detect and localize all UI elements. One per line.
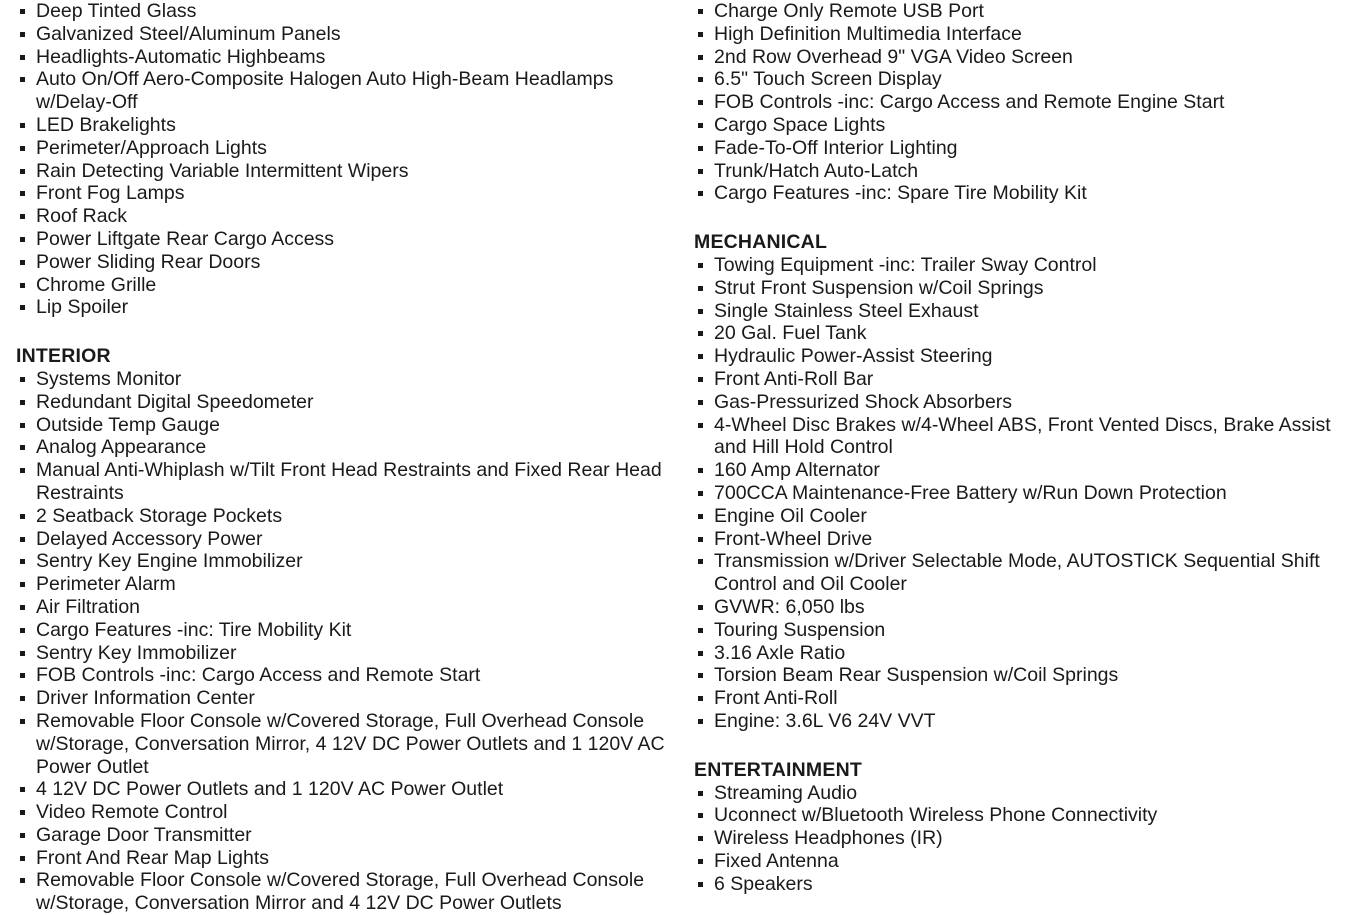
- right-column: [694, 0, 1359, 895]
- interior-continued-list: [694, 0, 1359, 205]
- list-item: Towing Equipment -inc: Trailer Sway Control: [694, 254, 1359, 277]
- list-item: Engine Oil Cooler: [694, 505, 1359, 528]
- list-item: Cargo Space Lights: [694, 114, 1359, 137]
- list-item: LED Brakelights: [16, 114, 681, 137]
- list-item: Video Remote Control: [16, 801, 681, 824]
- list-item: Fixed Antenna: [694, 850, 1359, 873]
- list-item: Removable Floor Console w/Covered Storage, Full Overhead Console w/Storage, Conversation Mirror and 4 12V DC Power Outlets: [16, 869, 681, 915]
- list-item: Roof Rack: [16, 205, 681, 228]
- list-item: Power Sliding Rear Doors: [16, 251, 681, 274]
- list-item: Power Liftgate Rear Cargo Access: [16, 228, 681, 251]
- list-item: Engine: 3.6L V6 24V VVT: [694, 710, 1359, 733]
- list-item: 160 Amp Alternator: [694, 459, 1359, 482]
- list-item: 700CCA Maintenance-Free Battery w/Run Down Protection: [694, 482, 1359, 505]
- list-item: Front Fog Lamps: [16, 182, 681, 205]
- list-item: Gas-Pressurized Shock Absorbers: [694, 391, 1359, 414]
- list-item: Front And Rear Map Lights: [16, 847, 681, 870]
- list-item: Headlights-Automatic Highbeams: [16, 46, 681, 69]
- list-item: Torsion Beam Rear Suspension w/Coil Springs: [694, 664, 1359, 687]
- list-item: Air Filtration: [16, 596, 681, 619]
- list-item: Single Stainless Steel Exhaust: [694, 300, 1359, 323]
- list-item: 2 Seatback Storage Pockets: [16, 505, 681, 528]
- list-item: High Definition Multimedia Interface: [694, 23, 1359, 46]
- list-item: Front-Wheel Drive: [694, 528, 1359, 551]
- left-column: [16, 0, 681, 915]
- list-item: 2nd Row Overhead 9" VGA Video Screen: [694, 46, 1359, 69]
- list-item: 3.16 Axle Ratio: [694, 642, 1359, 665]
- list-item: Redundant Digital Speedometer: [16, 391, 681, 414]
- list-item: 6 Speakers: [694, 873, 1359, 896]
- list-item: GVWR: 6,050 lbs: [694, 596, 1359, 619]
- list-item: Lip Spoiler: [16, 296, 681, 319]
- list-item: Front Anti-Roll: [694, 687, 1359, 710]
- list-item: Cargo Features -inc: Spare Tire Mobility Kit: [694, 182, 1359, 205]
- list-item: Analog Appearance: [16, 436, 681, 459]
- list-item: Outside Temp Gauge: [16, 414, 681, 437]
- list-item: Trunk/Hatch Auto-Latch: [694, 160, 1359, 183]
- list-item: Cargo Features -inc: Tire Mobility Kit: [16, 619, 681, 642]
- list-item: Delayed Accessory Power: [16, 528, 681, 551]
- list-item: Perimeter Alarm: [16, 573, 681, 596]
- interior-list: [16, 368, 681, 915]
- list-item: 20 Gal. Fuel Tank: [694, 322, 1359, 345]
- list-item: Removable Floor Console w/Covered Storage, Full Overhead Console w/Storage, Conversation Mirror, 4 12V DC Power Outlets and 1 120V AC Power Outlet: [16, 710, 681, 778]
- mechanical-heading: MECHANICAL: [694, 231, 828, 254]
- list-item: Sentry Key Immobilizer: [16, 642, 681, 665]
- list-item: 6.5" Touch Screen Display: [694, 68, 1359, 91]
- entertainment-list: [694, 782, 1359, 896]
- list-item: Perimeter/Approach Lights: [16, 137, 681, 160]
- list-item: 4-Wheel Disc Brakes w/4-Wheel ABS, Front Vented Discs, Brake Assist and Hill Hold Control: [694, 414, 1359, 460]
- list-item: Chrome Grille: [16, 274, 681, 297]
- list-item: Wireless Headphones (IR): [694, 827, 1359, 850]
- list-item: FOB Controls -inc: Cargo Access and Remote Engine Start: [694, 91, 1359, 114]
- list-item: Sentry Key Engine Immobilizer: [16, 550, 681, 573]
- list-item: Touring Suspension: [694, 619, 1359, 642]
- list-item: Charge Only Remote USB Port: [694, 0, 1359, 23]
- list-item: Systems Monitor: [16, 368, 681, 391]
- list-item: Transmission w/Driver Selectable Mode, AUTOSTICK Sequential Shift Control and Oil Cooler: [694, 550, 1359, 596]
- list-item: Hydraulic Power-Assist Steering: [694, 345, 1359, 368]
- list-item: 4 12V DC Power Outlets and 1 120V AC Power Outlet: [16, 778, 681, 801]
- list-item: Galvanized Steel/Aluminum Panels: [16, 23, 681, 46]
- list-item: Rain Detecting Variable Intermittent Wipers: [16, 160, 681, 183]
- exterior-list: [16, 0, 681, 319]
- list-item: Auto On/Off Aero-Composite Halogen Auto High-Beam Headlamps w/Delay-Off: [16, 68, 681, 114]
- list-item: FOB Controls -inc: Cargo Access and Remote Start: [16, 664, 681, 687]
- list-item: Garage Door Transmitter: [16, 824, 681, 847]
- list-item: Front Anti-Roll Bar: [694, 368, 1359, 391]
- entertainment-heading: ENTERTAINMENT: [694, 758, 862, 781]
- list-item: Strut Front Suspension w/Coil Springs: [694, 277, 1359, 300]
- mechanical-list: [694, 254, 1359, 733]
- list-item: Streaming Audio: [694, 782, 1359, 805]
- list-item: Uconnect w/Bluetooth Wireless Phone Connectivity: [694, 804, 1359, 827]
- list-item: Driver Information Center: [16, 687, 681, 710]
- list-item: Manual Anti-Whiplash w/Tilt Front Head Restraints and Fixed Rear Head Restraints: [16, 459, 681, 505]
- interior-heading: INTERIOR: [16, 345, 111, 368]
- list-item: Fade-To-Off Interior Lighting: [694, 137, 1359, 160]
- list-item: Deep Tinted Glass: [16, 0, 681, 23]
